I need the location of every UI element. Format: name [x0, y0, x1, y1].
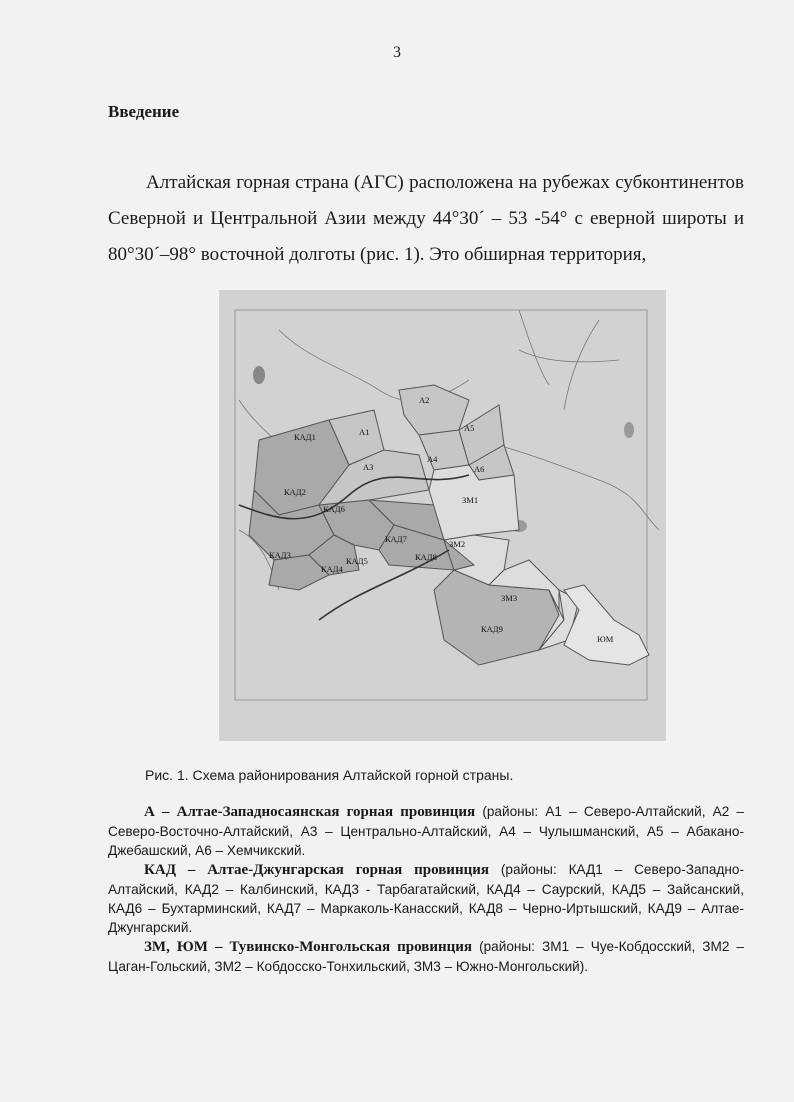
label-kad3: КАД3	[269, 550, 291, 560]
label-a5: А5	[464, 423, 475, 433]
label-kad6: КАД6	[323, 504, 345, 514]
label-kad8: КАД8	[415, 552, 437, 562]
label-a1: А1	[359, 427, 370, 437]
region-map-drawing	[219, 290, 666, 741]
label-kad9: КАД9	[481, 624, 503, 634]
label-yum: ЮМ	[597, 634, 614, 644]
label-kad2: КАД2	[284, 487, 306, 497]
label-a2: А2	[419, 395, 430, 405]
label-a4: А4	[427, 454, 438, 464]
intro-paragraph: Алтайская горная страна (АГС) расположена на рубежах субконтинентов Северной и Центральной Азии между 44°30´ – 53 -54° с еверной широты и 80°30´–98° восточной долготы (рис. 1). Это обширная территория,	[108, 172, 744, 265]
label-zm1: ЗМ1	[462, 495, 479, 505]
legend-item-title: ЗМ, ЮМ – Тувинско-Монгольская провинция	[144, 939, 473, 955]
label-zm3: ЗМ3	[501, 593, 518, 603]
legend-item-text: (районы: КАД1 – Северо-Западно-Алтайский, КАД2 – Калбинский, КАД3 - Тарбагатайский, КАД4 – Саурский, КАД5 – Зайсанский, КАД6 – Бухтарминский, КАД7 – Маркаколь-Канасский, КАД8 – Черно-Иртышский, КАД9 – Алтае-Джунгарский.	[108, 862, 744, 935]
legend-item-text: (районы: ЗМ1 – Чуе-Кобдосский, ЗМ2 – Цаган-Гольский, ЗМ2 – Кобдосско-Тонхильский, ЗМ3 – Южно-Монгольский).	[108, 939, 744, 974]
legend-item-title: А – Алтае-Западносаянская горная провинция	[144, 804, 476, 820]
legend-item-title: КАД – Алтае-Джунгарская горная провинция	[144, 862, 489, 878]
lake	[253, 366, 265, 384]
page-number: 3	[393, 44, 401, 61]
label-zm2: ЗМ2	[449, 539, 466, 549]
legend-item-text: (районы: А1 – Северо-Алтайский, А2 – Северо-Восточно-Алтайский, А3 – Центрально-Алтайский, А4 – Чулышманский, А5 – Абакано-Джебашский, А6 – Хемчикский.	[108, 804, 744, 858]
label-kad1: КАД1	[294, 432, 316, 442]
label-kad5: КАД5	[346, 556, 368, 566]
label-a3: А3	[363, 462, 374, 472]
lake	[624, 422, 634, 438]
legend-item	[108, 802, 744, 860]
label-kad7: КАД7	[385, 534, 407, 544]
label-a6: А6	[474, 464, 485, 474]
region-map	[219, 290, 666, 741]
label-kad4: КАД4	[321, 564, 343, 574]
legend-item	[108, 860, 744, 937]
figure-legend	[108, 802, 744, 976]
figure-caption: Рис. 1. Схема районирования Алтайской горной страны.	[145, 767, 514, 783]
legend-item	[108, 937, 744, 976]
section-heading: Введение	[108, 102, 180, 121]
